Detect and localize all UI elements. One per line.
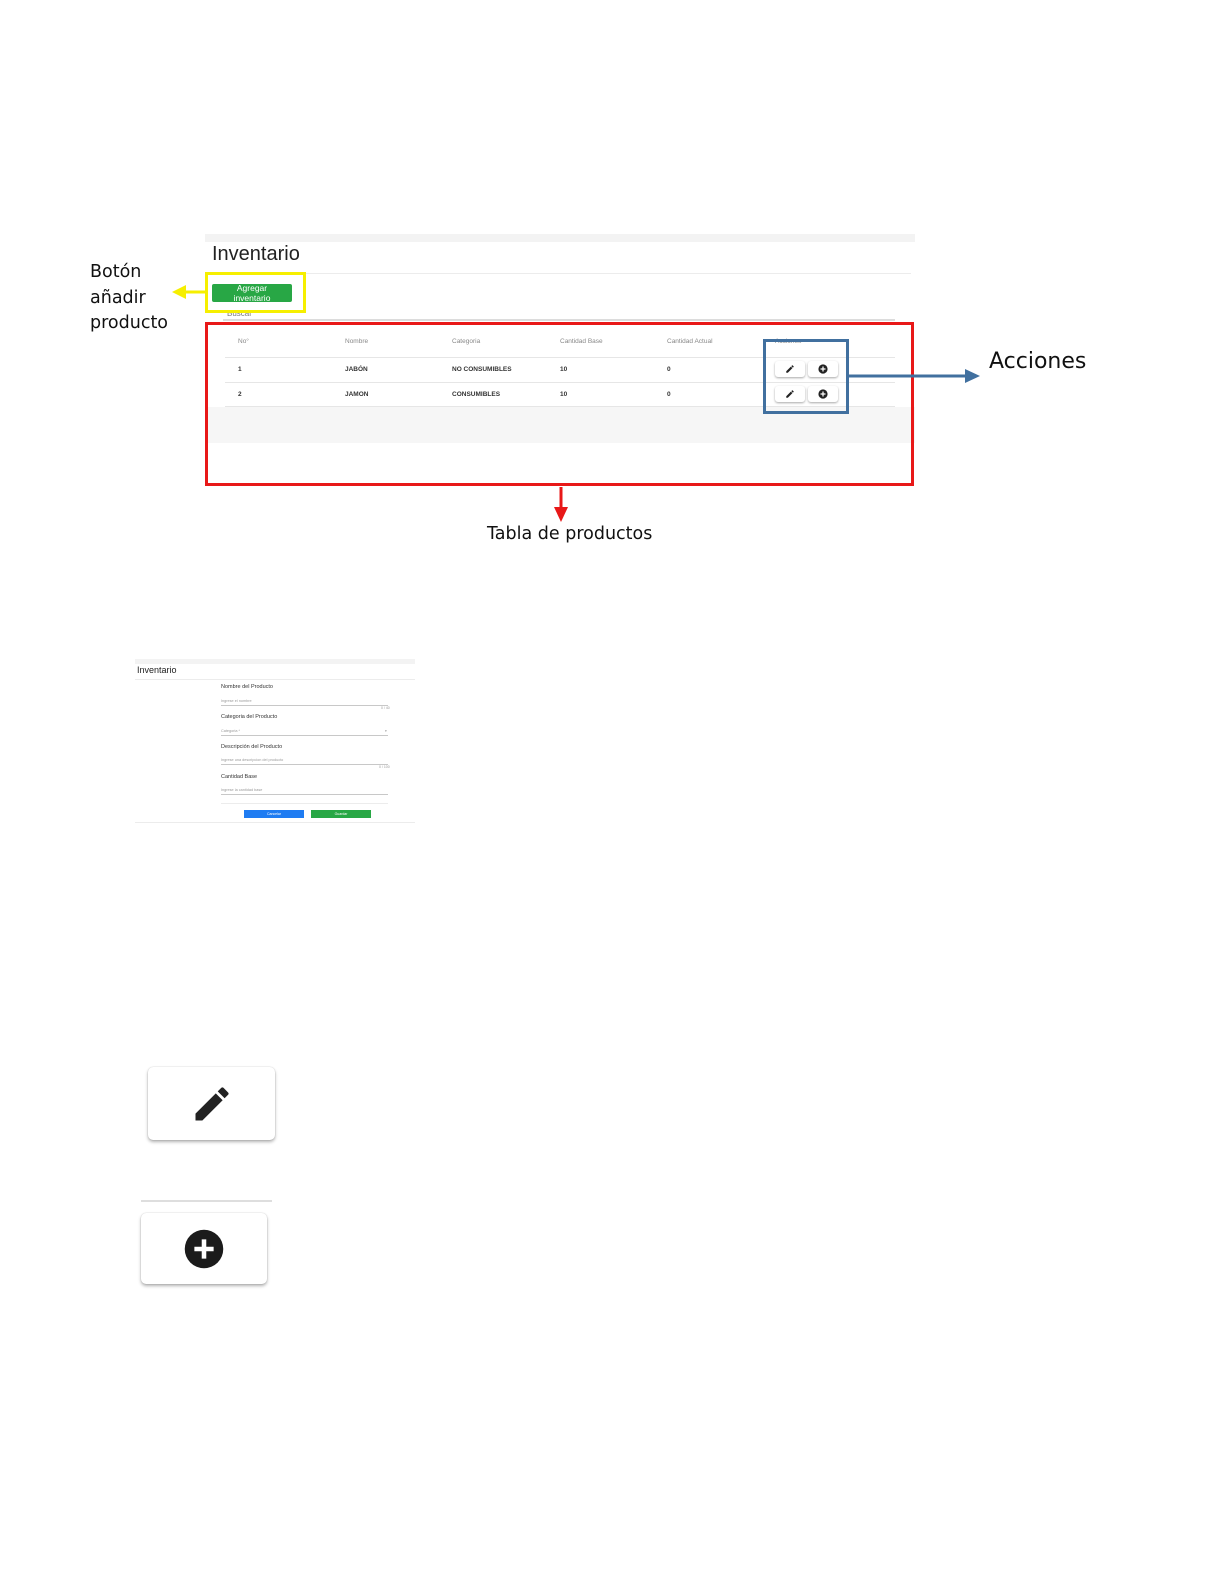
char-counter: 0 / 40: [381, 706, 390, 710]
row-1-base: 10: [560, 366, 568, 373]
row-2-no: 2: [238, 391, 242, 398]
blue-arrow: [849, 369, 980, 383]
header-categoria: Categoria: [452, 338, 481, 345]
header-cantidad-actual: Cantidad Actual: [667, 338, 713, 345]
row-2-actual: 0: [667, 391, 671, 398]
actions-annotation: Acciones: [989, 349, 1087, 374]
edit-button-zoomed[interactable]: [148, 1067, 275, 1140]
row-1-nombre: JABÓN: [345, 366, 368, 373]
page-title: Inventario: [212, 243, 300, 265]
input-underline: [221, 794, 388, 795]
input-descripcion[interactable]: Ingrese una descripcion del producto: [221, 758, 284, 762]
divider: [221, 803, 388, 804]
char-counter: 0 / 100: [379, 765, 390, 769]
plus-circle-icon: [183, 1228, 225, 1270]
row-1-categoria: NO CONSUMIBLES: [452, 366, 512, 373]
field-label-cantidad: Cantidad Base: [221, 774, 258, 780]
select-categoria[interactable]: Categoria *: [221, 729, 240, 733]
add-inventory-button[interactable]: Agregar inventario: [212, 284, 292, 302]
yellow-arrow: [172, 285, 205, 299]
pencil-icon: [190, 1082, 234, 1126]
input-nombre[interactable]: Ingrese el nombre: [221, 699, 252, 703]
add-button-annotation: [90, 260, 168, 337]
annotation-line: Botón: [90, 262, 142, 282]
top-strip: [135, 659, 415, 664]
input-underline: [221, 735, 388, 736]
header-nombre: Nombre: [345, 338, 369, 345]
divider: [135, 822, 415, 823]
input-underline: [221, 705, 388, 706]
row-2-base: 10: [560, 391, 568, 398]
annotation-line: añadir: [90, 287, 146, 308]
annotation-line: producto: [90, 313, 169, 333]
table-annotation: Tabla de productos: [487, 524, 653, 544]
header-acciones: Acciones: [775, 338, 802, 345]
cancel-button[interactable]: Cancelar: [244, 810, 304, 818]
row-1-no: 1: [238, 366, 242, 373]
form-page-title: Inventario: [137, 665, 177, 675]
row-2-categoria: CONSUMIBLES: [452, 391, 501, 398]
add-quantity-button-zoomed[interactable]: [141, 1213, 267, 1284]
search-label: Buscar: [227, 309, 252, 318]
chevron-down-icon: ▾: [385, 729, 387, 733]
row-1-actual: 0: [667, 366, 671, 373]
header-cantidad-base: Cantidad Base: [560, 338, 603, 345]
row-2-nombre: JAMON: [345, 391, 369, 398]
input-underline: [221, 764, 388, 765]
field-label-nombre: Nombre del Producto: [221, 684, 273, 690]
form-screenshot: [135, 659, 417, 825]
header-no: No°: [238, 338, 249, 345]
field-label-categoria: Categoria del Producto: [221, 714, 278, 720]
red-arrow: [554, 487, 568, 522]
divider: [135, 679, 415, 680]
divider: [141, 1200, 272, 1202]
save-button[interactable]: Guardar: [311, 810, 371, 818]
input-cantidad[interactable]: Ingrese la cantidad base: [221, 788, 263, 792]
field-label-descripcion: Descripción del Producto: [221, 744, 283, 750]
